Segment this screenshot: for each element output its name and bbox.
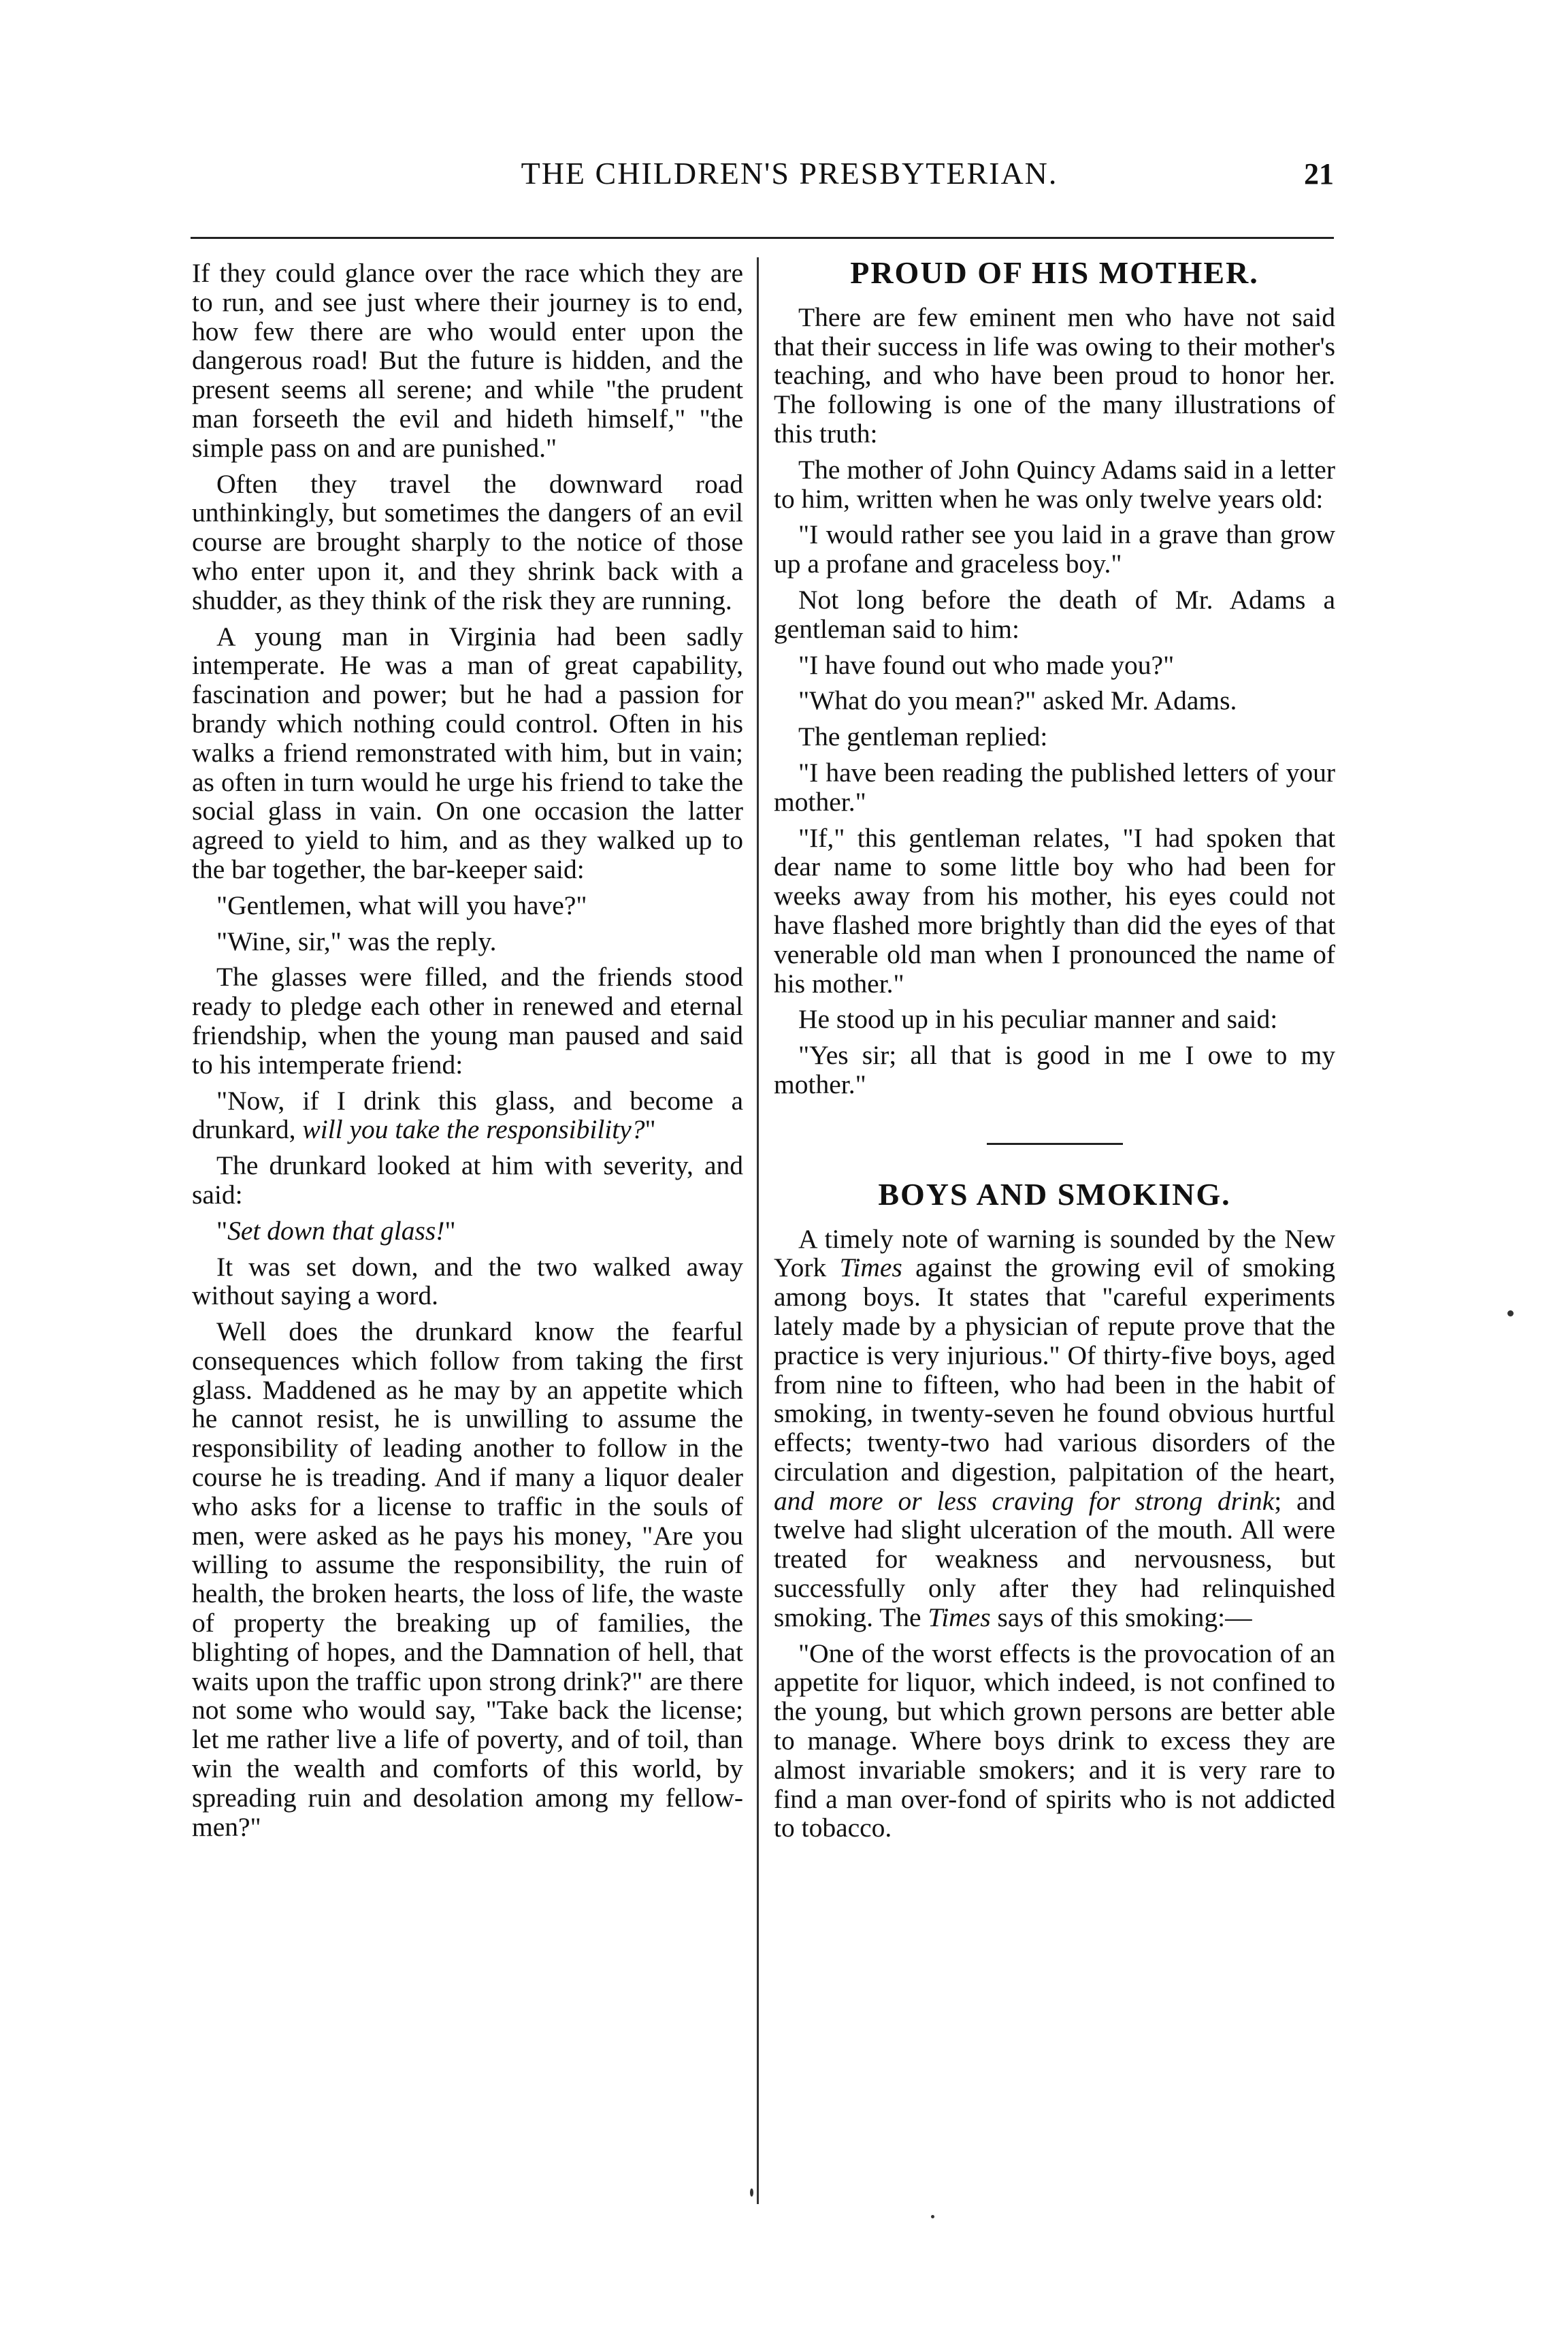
text-run: ": [216, 1215, 228, 1246]
paragraph: If they could glance over the race which they are to run, and see just where their journey is to end, how few there are who would enter upon the dangerous road! But the future is hidden, and the present seems all serene; and while "the prudent man forseeth the evil and hideth himself," "the simple pass on and are punished.": [192, 258, 743, 463]
paragraph: The glasses were filled, and the friends stood ready to pledge each other in renewed and eternal friendship, when the young man paused and said to his intemperate friend:: [192, 962, 743, 1080]
article-heading-boys-and-smoking: BOYS AND SMOKING.: [878, 1176, 1231, 1212]
italic-run: Set down that glass!: [227, 1215, 445, 1246]
text-run: ; and twelve had slight ulceration of the mouth. All were treated for weakness and nervousness, but successfully only after they had relinquished smoking. The: [774, 1485, 1335, 1632]
paragraph: The gentleman replied:: [798, 722, 1048, 752]
text-run: says of this smoking:—: [990, 1602, 1252, 1632]
text-run: "Now, if I drink this glass, and become a drunkard,: [192, 1085, 743, 1145]
italic-run: and more or less craving for strong drink: [774, 1485, 1275, 1516]
dialogue-line: "Gentlemen, what will you have?": [216, 890, 587, 920]
paragraph: The mother of John Quincy Adams said in a letter to him, written when he was only twelve years old:: [774, 454, 1335, 514]
running-head-title: THE CHILDREN'S PRESBYTERIAN.: [521, 156, 1058, 191]
section-rule: [987, 1143, 1123, 1145]
ink-speck: [750, 2188, 753, 2197]
paragraph: The drunkard looked at him with severity, and said:: [192, 1150, 743, 1210]
dialogue-line: "What do you mean?" asked Mr. Adams.: [798, 685, 1237, 716]
paragraph: It was set down, and the two walked away without saying a word.: [192, 1251, 743, 1311]
dialogue-line: "I have been reading the published letters of your mother.": [774, 757, 1335, 817]
text-run: against the growing evil of smoking among boys. It states that "careful experiments lately made by a physician of repute prove that the practice is very injurious." Of thirty-five boys, aged from nine to fifteen, who had been in the habit of smoking, in twenty-seven he found obvious hurtful effects; twenty-two had various disorders of the circulation and digestion, palpitation of the heart,: [774, 1252, 1335, 1487]
header-rule: [191, 237, 1334, 239]
paragraph: Not long before the death of Mr. Adams a gentleman said to him:: [774, 584, 1335, 644]
ink-speck: [1507, 1310, 1514, 1316]
paragraph: There are few eminent men who have not said that their success in life was owing to their mother's teaching, and who have been proud to honor her. The following is one of the many illustrations of this truth:: [774, 302, 1335, 449]
left-column: [192, 259, 743, 1848]
italic-run: will you take the responsibility?: [302, 1114, 645, 1145]
paragraph: A young man in Virginia had been sadly intemperate. He was a man of great capability, fascination and power; but he had a passion for brandy which nothing could control. Often in his walks a friend remonstrated with him, but in vain; as often in turn would he urge his friend to take the social glass in vain. On one occasion the latter agreed to yield to him, and as they walked up to the bar together, the bar-keeper said:: [192, 621, 743, 884]
dialogue-line: "Yes sir; all that is good in me I owe to my mother.": [774, 1040, 1335, 1099]
article-heading-proud-of-his-mother: PROUD OF HIS MOTHER.: [850, 255, 1259, 290]
paragraph: "One of the worst effects is the provocation of an appetite for liquor, which indeed, is not confined to the young, but which grown persons are better able to manage. Where boys drink to excess they are almost invariable smokers; and it is very rare to find a man over-fond of spirits who is not addicted to tobacco.: [774, 1638, 1335, 1843]
dialogue-line: "Wine, sir," was the reply.: [216, 926, 497, 956]
page-number: 21: [1304, 157, 1334, 191]
dialogue-line: [192, 1086, 743, 1145]
column-divider: [757, 257, 759, 2204]
text-run: A timely note of warning is sounded by the New York: [774, 1223, 1335, 1283]
dialogue-line: [192, 1216, 743, 1246]
paragraph: Often they travel the downward road unthinkingly, but sometimes the dangers of an evil course are brought sharply to the notice of those who enter upon it, and they shrink back with a shudder, as they think of the risk they are running.: [192, 468, 743, 615]
dialogue-line: "If," this gentleman relates, "I had spoken that dear name to some little boy who had been for weeks away from his mother, his eyes could not have flashed more brightly than did the eyes of that venerable old man when I pronounced the name of his mother.": [774, 822, 1335, 999]
paragraph: He stood up in his peculiar manner and said:: [798, 1004, 1278, 1035]
ink-speck: [931, 2215, 934, 2218]
right-column: [774, 255, 1335, 1849]
dialogue-line: "I would rather see you laid in a grave than grow up a profane and graceless boy.": [774, 519, 1335, 579]
text-run: ": [644, 1114, 656, 1145]
paragraph: [774, 1225, 1335, 1632]
italic-run: Times: [839, 1252, 902, 1283]
italic-run: Times: [928, 1602, 991, 1632]
dialogue-line: "I have found out who made you?": [798, 649, 1175, 680]
paragraph: Well does the drunkard know the fearful consequences which follow from taking the first glass. Maddened as he may by an appetite which he cannot resist, he is unwilling to assume the responsibility of leading another to follow in the course he is treading. And if many a liquor dealer who asks for a license to traffic in the souls of men, were asked as he pays his money, "Are you willing to assume the responsibility, the ruin of health, the broken hearts, the loss of life, the waste of property the breaking up of families, the blighting of hopes, and the Damnation of hell, that waits upon the traffic upon strong drink?" are there not some who would say, "Take back the license; let me rather live a life of poverty, and of toil, than win the wealth and comforts of this world, by spreading ruin and desolation among my fellow-men?": [192, 1316, 743, 1842]
text-run: ": [444, 1215, 456, 1246]
